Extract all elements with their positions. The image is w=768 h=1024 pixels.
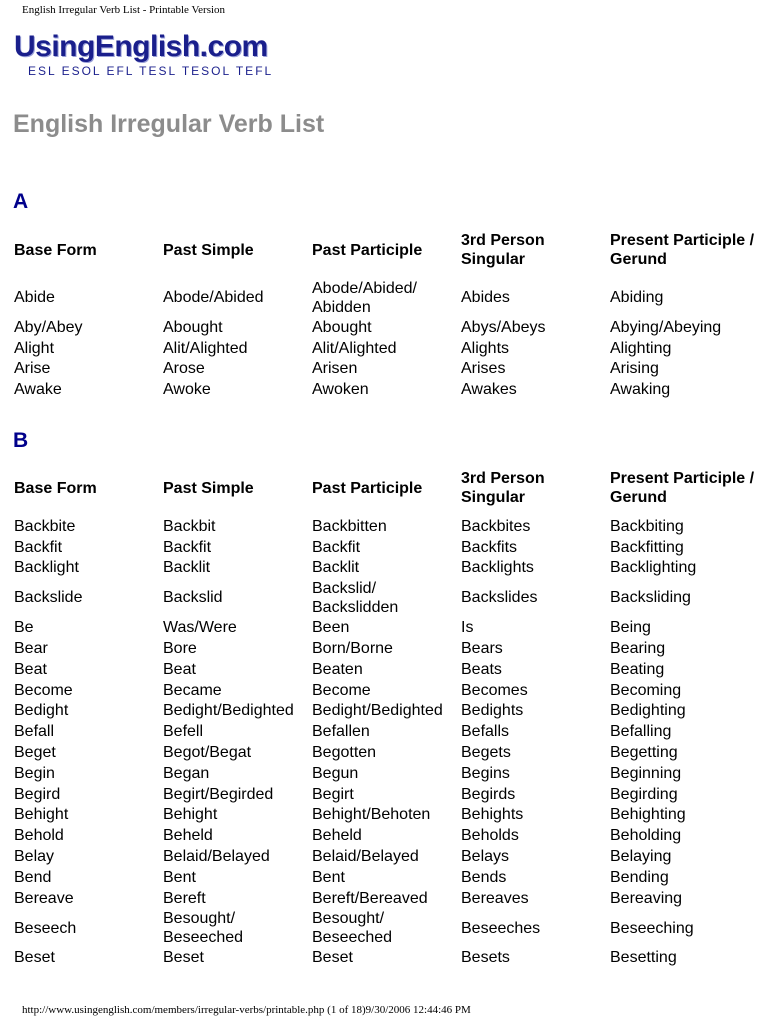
table-cell: Abode/Abided/ Abidden [312, 279, 417, 316]
page-title: English Irregular Verb List [13, 110, 325, 138]
table-cell: Befell [163, 723, 204, 741]
column-header-past-participle: Past Participle [312, 479, 423, 497]
table-cell: Bearing [610, 640, 666, 658]
table-cell: Abide [14, 289, 55, 306]
table-cell: Backlighting [610, 559, 697, 577]
table-row [13, 909, 758, 948]
table-row [13, 516, 758, 537]
table-cell: Abides [461, 289, 510, 306]
table-cell: Bereave [14, 889, 74, 907]
table-cell: Begins [461, 764, 510, 782]
table-cell: Beaten [312, 660, 363, 678]
table-cell: Awakes [461, 381, 517, 399]
table-cell: Beholds [461, 827, 519, 845]
table-cell: Beheld [163, 827, 213, 845]
table-cell: Awoken [312, 381, 369, 399]
table-cell: Begird [14, 785, 61, 803]
table-cell: Begirding [610, 785, 678, 803]
column-header-present-participle: Present Participle / Gerund [610, 232, 755, 268]
table-row [13, 359, 758, 380]
table-cell: Bending [610, 868, 669, 886]
table-cell: Begets [461, 744, 511, 762]
table-row [13, 867, 758, 888]
verb-table-b [13, 464, 758, 968]
table-cell: Being [610, 619, 651, 637]
table-row [13, 617, 758, 638]
table-cell: Bend [14, 868, 52, 886]
table-cell: Bent [163, 868, 196, 886]
table-cell: Befallen [312, 723, 370, 741]
table-cell: Arose [163, 360, 205, 378]
table-cell: Abought [163, 318, 223, 336]
table-cell: Backlight [14, 559, 79, 577]
table-cell: Backfits [461, 538, 518, 556]
table-cell: Abys/Abeys [461, 318, 546, 336]
table-cell: Been [312, 619, 350, 637]
table-cell: Bear [14, 640, 48, 658]
table-cell: Aby/Abey [14, 318, 83, 336]
table-cell: Became [163, 681, 222, 699]
table-cell: Backbiting [610, 517, 684, 535]
table-cell: Awaking [610, 381, 671, 399]
verb-table-body-a [13, 278, 758, 400]
table-cell: Bereaving [610, 889, 683, 907]
table-cell: Awake [14, 381, 62, 399]
table-cell: Beat [14, 660, 47, 678]
table-cell: Beating [610, 660, 665, 678]
table-cell: Born/Borne [312, 640, 393, 658]
table-cell: Begotten [312, 744, 377, 762]
column-header-base-form: Base Form [14, 241, 97, 259]
table-cell: Backfit [312, 538, 361, 556]
table-cell: Befalling [610, 723, 672, 741]
table-cell: Behight [14, 806, 69, 824]
table-cell: Bears [461, 640, 503, 658]
table-row [13, 825, 758, 846]
table-row [13, 659, 758, 680]
verb-table-body-b [13, 516, 758, 968]
table-cell: Belaying [610, 848, 672, 866]
table-cell: Arisen [312, 360, 358, 378]
table-cell: Abiding [610, 289, 664, 306]
table-cell: Beholding [610, 827, 682, 845]
table-cell: Backsliding [610, 589, 691, 607]
logo-wordmark: UsingEnglish.com [14, 30, 268, 63]
table-row [13, 638, 758, 659]
table-cell: Begirt/Begirded [163, 785, 274, 803]
table-cell: Alight [14, 339, 55, 357]
table-cell: Awoke [163, 381, 211, 399]
table-cell: Bereft [163, 889, 206, 907]
table-cell: Bends [461, 868, 507, 886]
table-cell: Backfitting [610, 538, 684, 556]
table-cell: Abought [312, 318, 372, 336]
table-cell: Alit/Alighted [163, 339, 248, 357]
table-cell: Arise [14, 360, 51, 378]
table-cell: Behight [163, 806, 218, 824]
table-cell: Bedighting [610, 702, 686, 720]
table-cell: Bent [312, 868, 345, 886]
table-cell: Beset [14, 949, 55, 967]
table-cell: Begun [312, 764, 359, 782]
table-cell: Bereft/Bereaved [312, 889, 428, 907]
table-header-row [13, 226, 758, 278]
table-row [13, 558, 758, 579]
verb-table-a [13, 226, 758, 400]
table-cell: Begirds [461, 785, 516, 803]
table-cell: Beseeching [610, 919, 694, 937]
table-row [13, 701, 758, 722]
table-cell: Alights [461, 339, 510, 357]
table-cell: Bedights [461, 702, 524, 720]
table-row [13, 721, 758, 742]
section-letter-a: A [13, 190, 29, 213]
table-cell: Beginning [610, 764, 682, 782]
table-cell: Arises [461, 360, 506, 378]
document-header-title: English Irregular Verb List - Printable Version [22, 4, 226, 16]
table-cell: Become [14, 681, 73, 699]
table-cell: Begin [14, 764, 55, 782]
table-cell: Besets [461, 949, 510, 967]
table-cell: Backfit [163, 538, 212, 556]
table-cell: Bore [163, 640, 197, 658]
table-row [13, 805, 758, 826]
table-cell: Beseech [14, 919, 77, 937]
table-cell: Was/Were [163, 619, 237, 637]
table-cell: Beget [14, 744, 56, 762]
table-cell: Bedight/Bedighted [163, 702, 294, 720]
table-cell: Behold [14, 827, 64, 845]
table-cell: Belaid/Belayed [163, 848, 270, 866]
table-row [13, 537, 758, 558]
table-cell: Begirt [312, 785, 354, 803]
table-cell: Becomes [461, 681, 528, 699]
table-cell: Befalls [461, 723, 510, 741]
table-cell: Belay [14, 848, 55, 866]
table-row [13, 578, 758, 617]
table-row [13, 888, 758, 909]
table-row [13, 948, 758, 969]
table-cell: Backbites [461, 517, 531, 535]
table-cell: Alit/Alighted [312, 339, 397, 357]
table-cell: Behights [461, 806, 524, 824]
section-letter-b: B [13, 429, 29, 452]
table-cell: Backslides [461, 589, 538, 607]
column-header-present-participle: Present Participle / Gerund [610, 470, 755, 506]
column-header-past-simple: Past Simple [163, 479, 254, 497]
table-cell: Bedight [14, 702, 69, 720]
table-cell: Beat [163, 660, 196, 678]
table-cell: Arising [610, 360, 659, 378]
table-cell: Abode/Abided [163, 289, 264, 306]
table-cell: Belays [461, 848, 510, 866]
table-cell: Backslid [163, 589, 223, 607]
table-row [13, 379, 758, 400]
table-cell: Beset [312, 949, 353, 967]
table-cell: Backbitten [312, 517, 387, 535]
table-cell: Backslid/ Backslidden [312, 579, 399, 616]
table-row [13, 846, 758, 867]
table-row [13, 742, 758, 763]
table-cell: Be [14, 619, 34, 637]
table-cell: Belaid/Belayed [312, 848, 419, 866]
table-row [13, 763, 758, 784]
site-logo[interactable] [14, 30, 273, 78]
table-cell: Bereaves [461, 889, 529, 907]
table-row [13, 338, 758, 359]
table-cell: Alighting [610, 339, 672, 357]
table-cell: Besought/ Beseeched [163, 910, 244, 947]
table-cell: Backlights [461, 559, 534, 577]
table-cell: Bedight/Bedighted [312, 702, 443, 720]
table-cell: Besought/ Beseeched [312, 910, 393, 947]
table-row [13, 317, 758, 338]
logo-tagline: ESL ESOL EFL TESL TESOL TEFL [28, 64, 274, 78]
column-header-past-simple: Past Simple [163, 241, 254, 259]
table-header-row [13, 464, 758, 516]
table-cell: Begetting [610, 744, 678, 762]
table-cell: Backbit [163, 517, 216, 535]
table-cell: Beseeches [461, 919, 541, 937]
document-footer-url: http://www.usingenglish.com/members/irregular-verbs/printable.php (1 of 18)9/30/2006 12:44:46 PM [22, 1004, 471, 1016]
table-cell: Behighting [610, 806, 686, 824]
column-header-3rd-person: 3rd Person Singular [461, 232, 545, 268]
table-cell: Becoming [610, 681, 682, 699]
table-cell: Become [312, 681, 371, 699]
table-cell: Backlit [163, 559, 211, 577]
table-cell: Is [461, 619, 474, 637]
column-header-base-form: Base Form [14, 479, 97, 497]
table-cell: Backslide [14, 589, 83, 607]
column-header-3rd-person: 3rd Person Singular [461, 470, 545, 506]
table-cell: Began [163, 764, 210, 782]
table-cell: Backfit [14, 538, 63, 556]
table-cell: Befall [14, 723, 55, 741]
table-cell: Beheld [312, 827, 362, 845]
table-cell: Backlit [312, 559, 360, 577]
table-cell: Beats [461, 660, 502, 678]
table-row [13, 278, 758, 317]
table-cell: Behight/Behoten [312, 806, 431, 824]
table-cell: Abying/Abeying [610, 318, 722, 336]
table-cell: Besetting [610, 949, 677, 967]
column-header-past-participle: Past Participle [312, 241, 423, 259]
table-row [13, 680, 758, 701]
table-cell: Beset [163, 949, 204, 967]
table-row [13, 784, 758, 805]
table-cell: Backbite [14, 517, 76, 535]
table-cell: Begot/Begat [163, 744, 252, 762]
